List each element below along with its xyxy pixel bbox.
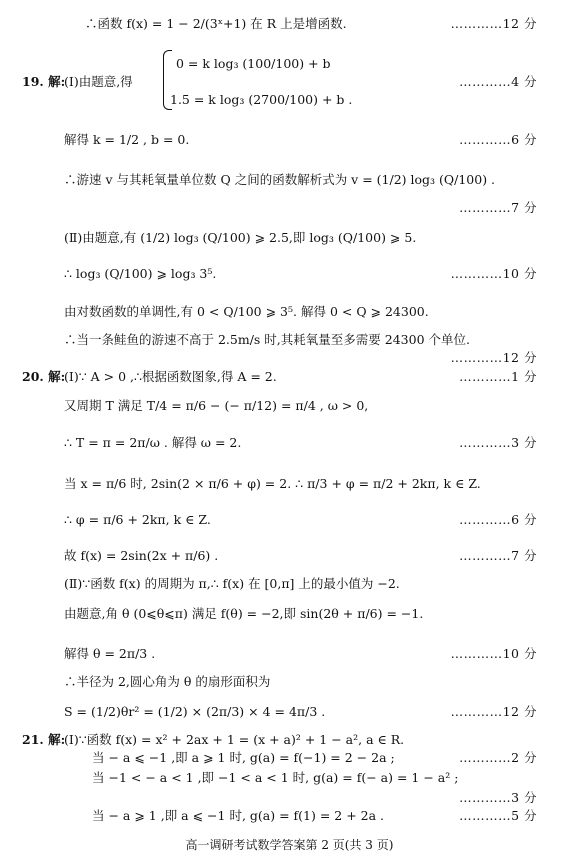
page-footer: 高一调研考试数学答案第 2 页(共 3 页) (185, 838, 394, 852)
question-number: 20. 解: (22, 369, 66, 384)
text-line: 由对数函数的单调性,有 0 < Q/100 ⩾ 3⁵. 解得 0 < Q ⩾ 24300. (64, 304, 429, 319)
text-line: S = (1/2)θr² = (1/2) × (2π/3) × 4 = 4π/3 . (64, 704, 326, 719)
score-marker: …………3 分 (459, 790, 537, 805)
text-line: 故 f(x) = 2sin(2x + π/6) . (64, 548, 219, 563)
score-marker: …………2 分 (459, 750, 537, 765)
text-line: (Ⅰ)由题意,得 (64, 74, 133, 89)
question-number: 21. 解: (22, 732, 66, 747)
equation-line: 1.5 = k log₃ (2700/100) + b . (170, 92, 353, 107)
text-line: (Ⅱ)由题意,有 (1/2) log₃ (Q/100) ⩾ 2.5,即 log₃ (Q/100) ⩾ 5. (64, 230, 417, 245)
score-marker: …………5 分 (459, 808, 537, 823)
score-marker: …………10 分 (450, 646, 537, 661)
text-line: 当 x = π/6 时, 2sin(2 × π/6 + φ) = 2. ∴ π/3 + φ = π/2 + 2kπ, k ∈ Z. (64, 476, 481, 491)
score-marker: …………6 分 (459, 132, 537, 147)
text-line: (Ⅱ)∵函数 f(x) 的周期为 π,∴ f(x) 在 [0,π] 上的最小值为 −2. (64, 576, 400, 591)
score-marker: …………4 分 (459, 74, 537, 89)
text-line: ∴ log₃ (Q/100) ⩾ log₃ 3⁵. (64, 266, 217, 281)
text-line: 当 − a ⩽ −1 ,即 a ⩾ 1 时, g(a) = f(−1) = 2 − 2a ; (92, 750, 395, 765)
score-marker: …………12 分 (450, 350, 537, 365)
text-line: ∴半径为 2,圆心角为 θ 的扇形面积为 (64, 674, 271, 689)
score-marker: …………7 分 (459, 548, 537, 563)
text-line: 解得 θ = 2π/3 . (64, 646, 156, 661)
text-line: ∴ φ = π/6 + 2kπ, k ∈ Z. (64, 512, 211, 527)
text-line: 又周期 T 满足 T/4 = π/6 − (− π/12) = π/4 , ω > 0, (64, 398, 369, 413)
text-line: 当 −1 < − a < 1 ,即 −1 < a < 1 时, g(a) = f(− a) = 1 − a² ; (92, 770, 459, 785)
score-marker: …………1 分 (459, 369, 537, 384)
question-number: 19. 解: (22, 74, 66, 89)
score-marker: …………6 分 (459, 512, 537, 527)
text-line: 由题意,角 θ (0⩽θ⩽π) 满足 f(θ) = −2,即 sin(2θ + π/6) = −1. (64, 606, 424, 621)
text-line: ∴当一条鲑鱼的游速不高于 2.5m/s 时,其耗氧量至多需要 24300 个单位. (64, 332, 470, 347)
score-marker: …………3 分 (459, 435, 537, 450)
text-line: (Ⅰ)∵ A > 0 ,∴根据函数图象,得 A = 2. (64, 369, 277, 384)
equation-line: 0 = k log₃ (100/100) + b (176, 56, 331, 71)
text-line: ∴ T = π = 2π/ω . 解得 ω = 2. (64, 435, 242, 450)
score-marker: …………7 分 (459, 200, 537, 215)
text-line: (Ⅰ)∵函数 f(x) = x² + 2ax + 1 = (x + a)² + 1 − a², a ∈ R. (64, 732, 405, 747)
text-line: ∴函数 f(x) = 1 − 2/(3ˣ+1) 在 R 上是增函数. (85, 16, 347, 31)
score-marker: …………12 分 (450, 704, 537, 719)
score-marker: …………12 分 (450, 16, 537, 31)
score-marker: …………10 分 (450, 266, 537, 281)
text-line: ∴游速 v 与其耗氧量单位数 Q 之间的函数解析式为 v = (1/2) log₃ (Q/100) . (64, 172, 496, 187)
text-line: 解得 k = 1/2 , b = 0. (64, 132, 190, 147)
text-line: 当 − a ⩾ 1 ,即 a ⩽ −1 时, g(a) = f(1) = 2 + 2a . (92, 808, 384, 823)
